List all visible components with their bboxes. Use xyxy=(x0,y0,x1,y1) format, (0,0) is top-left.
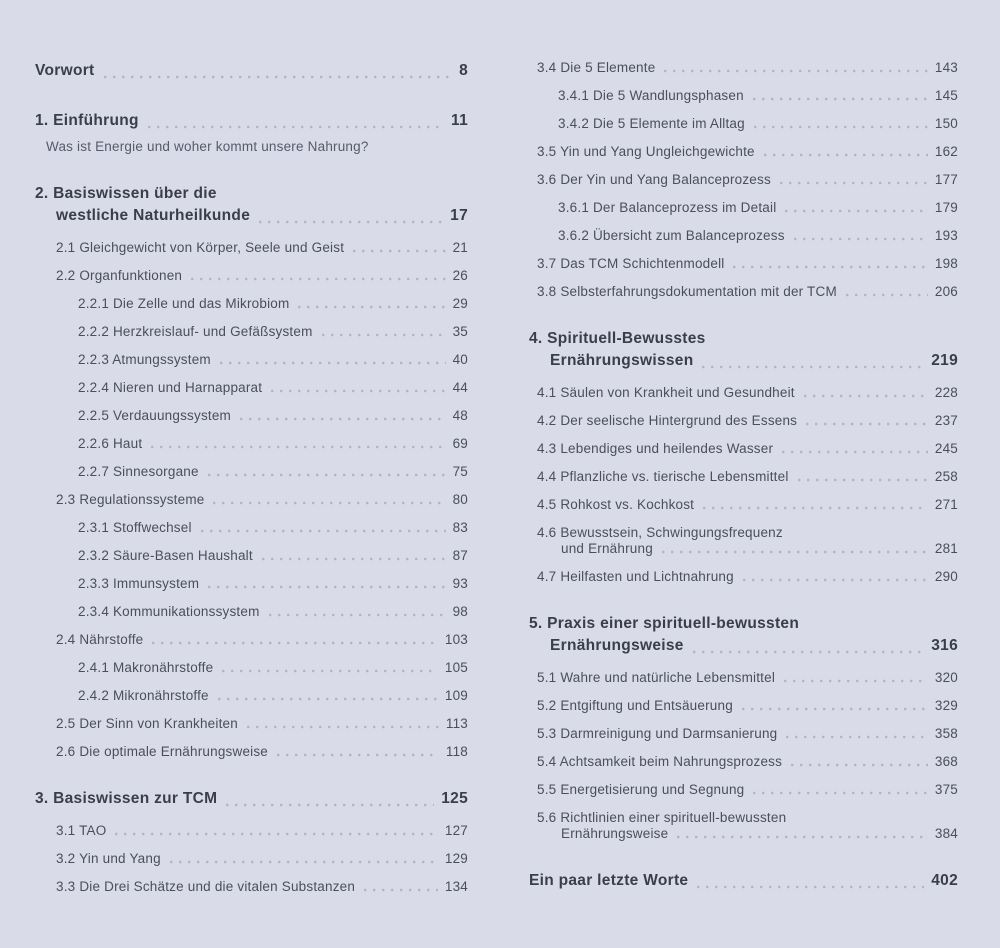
toc-entry xyxy=(35,879,468,895)
toc-entry-label: 3.4 Die 5 Elemente xyxy=(537,60,656,75)
dot-leader xyxy=(222,669,438,673)
toc-entry xyxy=(529,469,958,485)
toc-entry-label: Vorwort xyxy=(35,62,95,79)
toc-entry-row xyxy=(78,604,468,620)
dot-leader xyxy=(662,550,928,554)
dot-leader xyxy=(743,578,928,582)
page-number: 375 xyxy=(934,782,958,797)
toc-entry-row xyxy=(35,205,468,227)
toc-entry-label: 2.3.3 Immunsystem xyxy=(78,576,200,591)
toc-entry-label: 2. Basiswissen über die xyxy=(35,185,217,202)
toc-entry-label: westliche Naturheilkunde xyxy=(56,207,251,224)
dot-leader xyxy=(247,725,439,729)
toc-entry-label: 3.3 Die Drei Schätze und die vitalen Substanzen xyxy=(56,879,356,894)
toc-entry-label: 3.6.2 Übersicht zum Balanceprozess xyxy=(558,228,785,243)
toc-chapter-entry xyxy=(35,60,468,82)
page-number: 281 xyxy=(934,541,958,556)
toc-entry xyxy=(35,851,468,867)
page-number: 29 xyxy=(452,296,468,311)
toc-entry xyxy=(529,698,958,714)
dot-leader xyxy=(753,791,928,795)
toc-chapter-entry xyxy=(529,870,958,892)
page-number: 17 xyxy=(450,207,468,224)
page-number: 118 xyxy=(445,744,468,759)
dot-leader xyxy=(846,293,928,297)
dot-leader xyxy=(791,763,928,767)
page-number: 320 xyxy=(934,670,958,685)
toc-entry xyxy=(35,240,468,256)
toc-chapter-entry xyxy=(35,110,468,132)
toc-entry-row xyxy=(537,144,958,160)
page-number: 48 xyxy=(452,408,468,423)
dot-leader xyxy=(151,445,445,449)
toc-entry-row xyxy=(78,660,468,676)
page-number: 134 xyxy=(444,879,468,894)
toc-entry-label: 3.5 Yin und Yang Ungleichgewichte xyxy=(537,144,755,159)
toc-entry-subtitle: Was ist Energie und woher kommt unsere Nahrung? xyxy=(46,139,369,154)
page-number: 143 xyxy=(934,60,958,75)
page-number: 103 xyxy=(444,632,468,647)
dot-leader xyxy=(733,265,927,269)
toc-entry-label: Ernährungsweise xyxy=(561,826,669,841)
dot-leader xyxy=(753,97,928,101)
dot-leader xyxy=(784,679,928,683)
dot-leader xyxy=(785,209,927,213)
page-number: 219 xyxy=(931,352,958,369)
toc-entry-label: 5.4 Achtsamkeit beim Nahrungsprozess xyxy=(537,754,783,769)
toc-entry-row xyxy=(78,520,468,536)
toc-entry xyxy=(35,324,468,340)
toc-entry-label: 2.2.5 Verdauungssystem xyxy=(78,408,231,423)
page-number: 368 xyxy=(934,754,958,769)
toc-entry-row xyxy=(558,228,958,244)
toc-entry-row xyxy=(78,464,468,480)
dot-leader xyxy=(201,529,446,533)
page-number: 125 xyxy=(441,790,468,807)
toc-entry-label: 2.2.7 Sinnesorgane xyxy=(78,464,199,479)
toc-entry-row xyxy=(537,441,958,457)
toc-entry-row xyxy=(537,284,958,300)
toc-entry-label: 4.2 Der seelische Hintergrund des Essens xyxy=(537,413,798,428)
dot-leader xyxy=(170,860,438,864)
dot-leader xyxy=(703,506,928,510)
toc-entry xyxy=(529,670,958,686)
toc-entry xyxy=(529,413,958,429)
toc-entry xyxy=(529,88,958,104)
page-number: 290 xyxy=(934,569,958,584)
toc-entry-label: 3.8 Selbsterfahrungsdokumentation mit der TCM xyxy=(537,284,837,299)
toc-entry-label: 2.5 Der Sinn von Krankheiten xyxy=(56,716,238,731)
toc-entry-label: 2.2.2 Herzkreislauf- und Gefäßsystem xyxy=(78,324,313,339)
toc-entry xyxy=(529,782,958,798)
toc-entry-label: 4.3 Lebendiges und heilendes Wasser xyxy=(537,441,774,456)
dot-leader xyxy=(798,478,928,482)
page-number: 384 xyxy=(934,826,958,841)
dot-leader xyxy=(764,153,928,157)
toc-entry-row xyxy=(35,110,468,132)
dot-leader xyxy=(226,803,434,807)
page-number: 206 xyxy=(934,284,958,299)
dot-leader xyxy=(702,365,924,369)
toc-entry xyxy=(35,268,468,284)
dot-leader xyxy=(218,697,438,701)
toc-entry-row xyxy=(529,350,958,372)
dot-leader xyxy=(277,753,439,757)
toc-entry-label: 3.6 Der Yin und Yang Balanceprozess xyxy=(537,172,771,187)
dot-leader xyxy=(364,888,438,892)
toc-entry-label: 2.1 Gleichgewicht von Körper, Seele und Geist xyxy=(56,240,345,255)
toc-entry xyxy=(35,380,468,396)
toc-entry-row xyxy=(78,352,468,368)
toc-entry-label: 3.4.2 Die 5 Elemente im Alltag xyxy=(558,116,745,131)
toc-entry-label: 2.2.1 Die Zelle und das Mikrobiom xyxy=(78,296,290,311)
toc-entry-row xyxy=(78,436,468,452)
toc-entry xyxy=(529,569,958,585)
dot-leader xyxy=(262,557,446,561)
dot-leader xyxy=(213,501,445,505)
dot-leader xyxy=(697,885,924,889)
page-number: 69 xyxy=(452,436,468,451)
page-number: 44 xyxy=(452,380,468,395)
page-number: 98 xyxy=(452,604,468,619)
toc-entry-label: 3.4.1 Die 5 Wandlungsphasen xyxy=(558,88,744,103)
toc-entry-row xyxy=(78,548,468,564)
toc-entry-row xyxy=(78,296,468,312)
toc-entry xyxy=(35,660,468,676)
page-number: 105 xyxy=(444,660,468,675)
toc-entry xyxy=(529,116,958,132)
toc-entry-label: 4.6 Bewusstsein, Schwingungsfrequenz xyxy=(537,525,783,540)
toc-entry-label: 2.4 Nährstoffe xyxy=(56,632,144,647)
toc-entry xyxy=(35,548,468,564)
toc-entry xyxy=(529,726,958,742)
toc-entry-row xyxy=(35,60,468,82)
toc-entry-row xyxy=(78,324,468,340)
dot-leader xyxy=(786,735,927,739)
toc-entry-label: 3. Basiswissen zur TCM xyxy=(35,790,218,807)
dot-leader xyxy=(240,417,446,421)
page-number: 193 xyxy=(934,228,958,243)
toc-entry-row xyxy=(537,60,958,76)
toc-entry-label: 3.1 TAO xyxy=(56,823,107,838)
page-number: 329 xyxy=(934,698,958,713)
toc-entry-row xyxy=(537,826,958,842)
toc-entry xyxy=(529,525,958,557)
dot-leader xyxy=(208,585,445,589)
toc-column-right xyxy=(529,60,958,905)
toc-entry-row xyxy=(537,569,958,585)
toc-entry-row xyxy=(537,726,958,742)
toc-entry-row xyxy=(56,744,468,760)
toc-entry-row xyxy=(529,635,958,657)
toc-entry-label: 4.1 Säulen von Krankheit und Gesundheit xyxy=(537,385,795,400)
toc-entry-label: 4.4 Pflanzliche vs. tierische Lebensmittel xyxy=(537,469,789,484)
toc-entry xyxy=(35,352,468,368)
dot-leader xyxy=(794,237,928,241)
toc-entry-label: 5.1 Wahre und natürliche Lebensmittel xyxy=(537,670,776,685)
toc-entry xyxy=(35,604,468,620)
toc-entry-label: 5. Praxis einer spirituell-bewussten xyxy=(529,615,800,632)
dot-leader xyxy=(322,333,446,337)
toc-entry-row xyxy=(56,268,468,284)
page-number: 179 xyxy=(934,200,958,215)
page-number: 75 xyxy=(452,464,468,479)
toc-entry-row xyxy=(529,870,958,892)
dot-leader xyxy=(298,305,445,309)
page-number: 80 xyxy=(452,492,468,507)
page-number: 150 xyxy=(934,116,958,131)
toc-entry-label: 4. Spirituell-Bewusstes xyxy=(529,330,706,347)
toc-entry-label: 2.2 Organfunktionen xyxy=(56,268,183,283)
dot-leader xyxy=(677,835,928,839)
dot-leader xyxy=(742,707,928,711)
toc-entry xyxy=(35,520,468,536)
toc-entry xyxy=(35,576,468,592)
toc-entry-label: 1. Einführung xyxy=(35,112,139,129)
toc-entry-row xyxy=(537,754,958,770)
dot-leader xyxy=(664,69,927,73)
page-number: 316 xyxy=(931,637,958,654)
toc-column-left xyxy=(35,60,468,907)
toc-entry xyxy=(35,436,468,452)
page-number: 358 xyxy=(934,726,958,741)
toc-entry-row xyxy=(537,698,958,714)
toc-entry xyxy=(529,172,958,188)
dot-leader xyxy=(782,450,928,454)
page-number: 113 xyxy=(445,716,468,731)
toc-entry-row xyxy=(56,851,468,867)
page-number: 129 xyxy=(444,851,468,866)
page-number: 127 xyxy=(444,823,468,838)
dot-leader xyxy=(269,613,446,617)
toc-entry-row xyxy=(56,879,468,895)
toc-entry-label: 3.7 Das TCM Schichtenmodell xyxy=(537,256,725,271)
toc-entry-row xyxy=(56,823,468,839)
toc-chapter-entry xyxy=(529,613,958,657)
page-number: 93 xyxy=(452,576,468,591)
toc-entry xyxy=(529,497,958,513)
page-number: 145 xyxy=(934,88,958,103)
toc-entry-label: 2.3.1 Stoffwechsel xyxy=(78,520,192,535)
page-number: 26 xyxy=(452,268,468,283)
toc-entry-label: 5.2 Entgiftung und Entsäuerung xyxy=(537,698,733,713)
page-number: 245 xyxy=(934,441,958,456)
toc-entry xyxy=(529,228,958,244)
toc-entry-row xyxy=(56,632,468,648)
toc-entry xyxy=(35,492,468,508)
page-number: 271 xyxy=(934,497,958,512)
toc-chapter-entry xyxy=(35,183,468,227)
toc-entry-label: 2.4.2 Mikronährstoffe xyxy=(78,688,209,703)
dot-leader xyxy=(152,641,438,645)
toc-entry-label: Ernährungsweise xyxy=(550,637,684,654)
toc-entry xyxy=(529,385,958,401)
dot-leader xyxy=(191,277,445,281)
toc-entry-label: 2.4.1 Makronährstoffe xyxy=(78,660,214,675)
dot-leader xyxy=(220,361,446,365)
page-number: 402 xyxy=(931,872,958,889)
toc-entry-row xyxy=(35,788,468,810)
dot-leader xyxy=(148,125,444,129)
toc-entry-row xyxy=(537,413,958,429)
dot-leader xyxy=(208,473,446,477)
page-number: 21 xyxy=(452,240,468,255)
page-number: 237 xyxy=(934,413,958,428)
toc-entry-row xyxy=(537,497,958,513)
toc-entry xyxy=(529,810,958,842)
toc-entry-label: 2.3.2 Säure-Basen Haushalt xyxy=(78,548,253,563)
dot-leader xyxy=(271,389,445,393)
toc-entry-label: Ernährungswissen xyxy=(550,352,694,369)
dot-leader xyxy=(353,249,445,253)
toc-entry xyxy=(35,408,468,424)
toc-entry-label: 5.3 Darmreinigung und Darmsanierung xyxy=(537,726,778,741)
dot-leader xyxy=(104,75,453,79)
toc-entry xyxy=(35,744,468,760)
toc-entry-row xyxy=(537,541,958,557)
dot-leader xyxy=(804,394,928,398)
toc-entry-label: und Ernährung xyxy=(561,541,653,556)
page-number: 162 xyxy=(934,144,958,159)
toc-entry-label: Ein paar letzte Worte xyxy=(529,872,689,889)
toc-entry-label: 2.2.3 Atmungssystem xyxy=(78,352,211,367)
toc-entry-label: 2.2.4 Nieren und Harnapparat xyxy=(78,380,263,395)
toc-entry-label: 5.6 Richtlinien einer spirituell-bewussten xyxy=(537,810,787,825)
toc-entry xyxy=(35,464,468,480)
page-number: 109 xyxy=(444,688,468,703)
dot-leader xyxy=(693,650,925,654)
toc-entry-row xyxy=(78,380,468,396)
toc-entry xyxy=(35,716,468,732)
toc-entry xyxy=(35,823,468,839)
page-number: 8 xyxy=(459,62,468,79)
toc-entry xyxy=(35,632,468,648)
toc-entry-label: 4.5 Rohkost vs. Kochkost xyxy=(537,497,695,512)
toc-entry xyxy=(529,144,958,160)
toc-chapter-entry xyxy=(35,788,468,810)
toc-entry-label: 5.5 Energetisierung und Segnung xyxy=(537,782,745,797)
toc-entry-label: 4.7 Heilfasten und Lichtnahrung xyxy=(537,569,734,584)
page-number: 177 xyxy=(934,172,958,187)
dot-leader xyxy=(780,181,928,185)
toc-entry xyxy=(529,754,958,770)
toc-entry-row xyxy=(537,172,958,188)
toc-entry-label: 2.2.6 Haut xyxy=(78,436,143,451)
toc-entry-row xyxy=(537,469,958,485)
toc-entry-label: 3.6.1 Der Balanceprozess im Detail xyxy=(558,200,777,215)
toc-entry-row xyxy=(56,240,468,256)
toc-entry-row xyxy=(558,200,958,216)
toc-entry-row xyxy=(558,88,958,104)
toc-entry xyxy=(529,256,958,272)
dot-leader xyxy=(259,220,443,224)
page-number: 11 xyxy=(451,112,468,129)
toc-entry-label: 2.3.4 Kommunikationssystem xyxy=(78,604,260,619)
toc-entry xyxy=(529,441,958,457)
toc-entry-label: 2.3 Regulationssysteme xyxy=(56,492,205,507)
toc-entry-label: 2.6 Die optimale Ernährungsweise xyxy=(56,744,269,759)
page-number: 35 xyxy=(452,324,468,339)
page-number: 83 xyxy=(452,520,468,535)
toc-entry-row xyxy=(537,782,958,798)
page-number: 87 xyxy=(452,548,468,563)
toc-entry-row xyxy=(78,576,468,592)
dot-leader xyxy=(115,832,437,836)
toc-entry-row xyxy=(558,116,958,132)
toc-entry xyxy=(529,60,958,76)
page-number: 40 xyxy=(452,352,468,367)
toc-entry xyxy=(35,296,468,312)
toc-entry-row xyxy=(537,256,958,272)
toc-entry-row xyxy=(537,385,958,401)
toc-entry-row xyxy=(537,670,958,686)
toc-chapter-entry xyxy=(529,328,958,372)
toc-entry-row xyxy=(78,408,468,424)
dot-leader xyxy=(806,422,928,426)
dot-leader xyxy=(754,125,928,129)
page-number: 258 xyxy=(934,469,958,484)
toc-entry-row xyxy=(56,716,468,732)
page-number: 228 xyxy=(934,385,958,400)
toc-entry xyxy=(529,200,958,216)
toc-entry-label: 3.2 Yin und Yang xyxy=(56,851,161,866)
toc-entry xyxy=(35,688,468,704)
page-number: 198 xyxy=(934,256,958,271)
toc-entry xyxy=(529,284,958,300)
toc-entry-row xyxy=(56,492,468,508)
toc-entry-row xyxy=(78,688,468,704)
